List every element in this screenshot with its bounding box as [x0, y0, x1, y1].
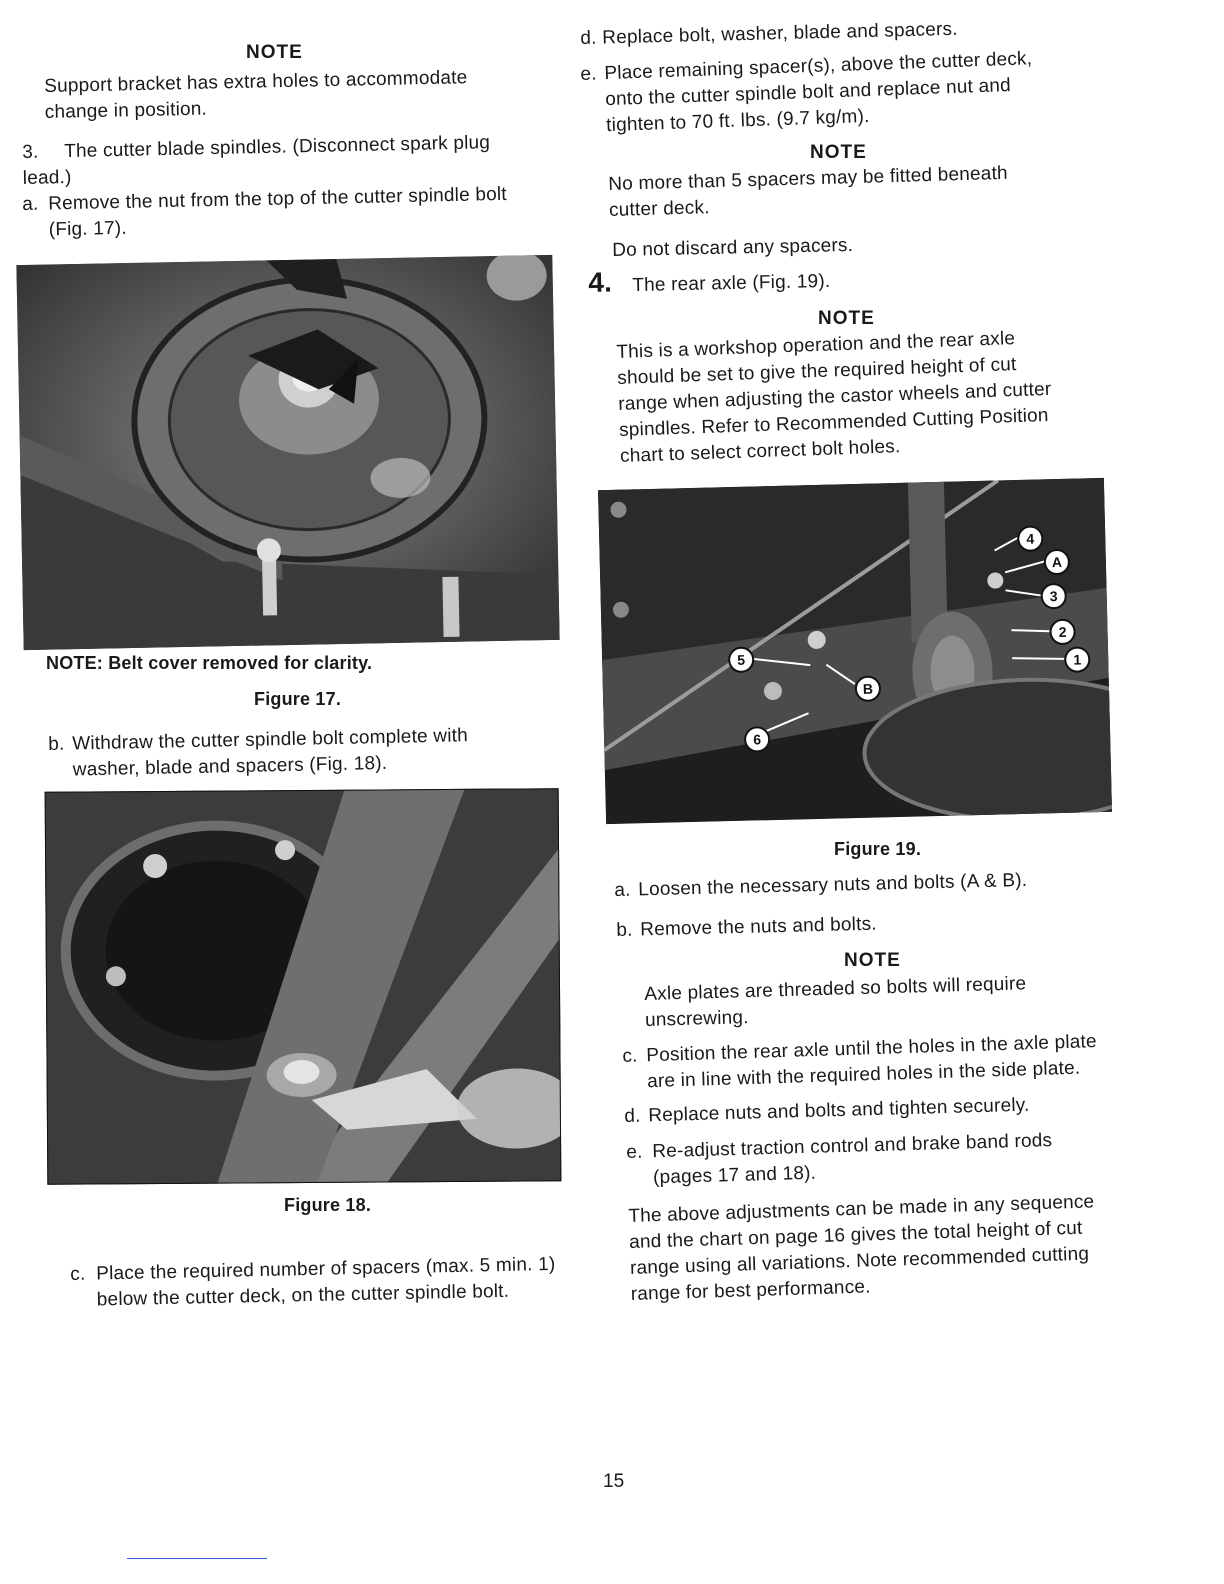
footer-rule — [127, 1558, 267, 1559]
callout-6: 6 — [744, 726, 771, 753]
figure-19-callouts — [598, 478, 1112, 824]
step-4e: e. Re-adjust traction control and brake band rods (pages 17 and 18). — [626, 1130, 1053, 1189]
figure-18-photo — [45, 788, 562, 1185]
callout-1: 1 — [1064, 646, 1091, 673]
figure-17-photo — [16, 255, 559, 650]
step-4d: d. Replace nuts and bolts and tighten securely. — [624, 1094, 1030, 1127]
note-heading-1: NOTE — [810, 142, 867, 163]
figure-17-note: NOTE: Belt cover removed for clarity. — [46, 653, 373, 673]
note-text-2: This is a workshop operation and the rear axle should be set to give the required height of cut range when adjusting the castor wheels and cutter spindles. Refer to Recommended Cutting Position chart to select correct bolt holes. — [616, 328, 1052, 467]
step-3d: d. Replace bolt, washer, blade and spacers. — [580, 18, 958, 49]
callout-b: B — [855, 675, 882, 702]
step-3b: b. Withdraw the cutter spindle bolt complete with washer, blade and spacers (Fig. 18). — [48, 725, 469, 781]
step-3e: e. Place remaining spacer(s), above the cutter deck, onto the cutter spindle bolt and replace nut and tighten to 70 ft. lbs. (9.7 kg/m). — [580, 48, 1033, 137]
figure-19-caption: Figure 19. — [834, 839, 922, 859]
note-text-1-extra: Do not discard any spacers. — [612, 234, 854, 261]
closing-paragraph: The above adjustments can be made in any sequence and the chart on page 16 gives the total height of cut range using all variations. Note recommended cutting range for best performance. — [628, 1191, 1095, 1305]
note-heading-3: NOTE — [844, 950, 901, 971]
step-3c: c. Place the required number of spacers (max. 5 min. 1) below the cutter deck, on the cutter spindle bolt. — [70, 1253, 556, 1311]
page-number: 15 — [603, 1471, 625, 1492]
note-text-3: Axle plates are threaded so bolts will require unscrewing. — [644, 973, 1027, 1031]
callout-3: 3 — [1040, 583, 1067, 610]
step-4a: a. Loosen the necessary nuts and bolts (A & B). — [614, 869, 1028, 901]
note-text-1: No more than 5 spacers may be fitted beneath cutter deck. — [608, 162, 1009, 221]
callout-2: 2 — [1049, 619, 1076, 646]
figure-18-caption: Figure 18. — [284, 1195, 372, 1215]
step-4: 4. The rear axle (Fig. 19). — [587, 266, 831, 298]
figure-17-caption: Figure 17. — [254, 689, 342, 709]
step-4b: b. Remove the nuts and bolts. — [616, 913, 877, 941]
note-text-left: Support bracket has extra holes to accommodate change in position. — [44, 67, 468, 123]
note-heading-2: NOTE — [818, 308, 875, 329]
callout-a: A — [1044, 549, 1071, 576]
step-4c: c. Position the rear axle until the holes in the axle plate are in line with the required holes in the side plate. — [622, 1031, 1098, 1093]
step-3: 3. The cutter blade spindles. (Disconnect spark plug lead.) — [22, 132, 491, 189]
callout-5: 5 — [728, 646, 755, 673]
step-3a: a. Remove the nut from the top of the cutter spindle bolt (Fig. 17). — [22, 183, 507, 241]
note-heading-left: NOTE — [246, 42, 303, 63]
callout-4: 4 — [1017, 525, 1044, 552]
